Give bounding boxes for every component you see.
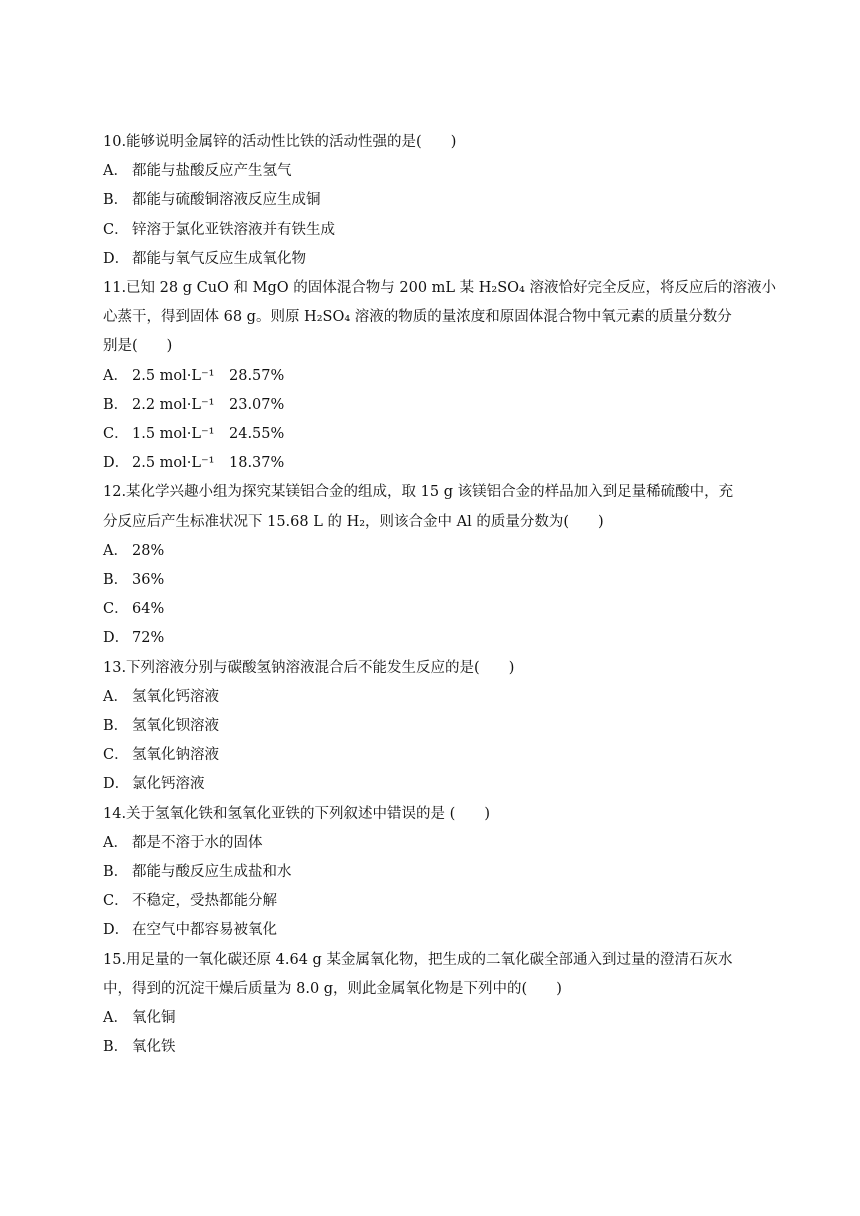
question-stem-line: 别是( ) [103, 338, 173, 355]
option-letter: D． [103, 455, 130, 472]
option-text: 都能与盐酸反应产生氢气 [132, 163, 292, 180]
question-block [103, 128, 763, 274]
option-text: 36% [132, 572, 165, 589]
answer-option [103, 1033, 763, 1062]
answer-option [103, 712, 763, 741]
answer-option [103, 391, 763, 420]
option-letter: B． [103, 1039, 129, 1056]
answer-option [103, 683, 763, 712]
option-text: 都能与酸反应生成盐和水 [132, 864, 292, 881]
option-letter: D． [103, 630, 130, 647]
option-text: 氢氧化钙溶液 [132, 688, 219, 705]
option-letter: D． [103, 922, 130, 939]
question-stem-line: 12.某化学兴趣小组为探究某镁铝合金的组成，取 15 g 该镁铝合金的样品加入到足量稀硫酸中，充 [103, 484, 734, 501]
answer-option [103, 1004, 763, 1033]
option-text: 氢氧化钠溶液 [132, 747, 219, 764]
option-text: 不稳定，受热都能分解 [132, 893, 277, 910]
option-letter: C． [103, 601, 129, 618]
answer-option [103, 829, 763, 858]
option-text: 都能与氧气反应生成氧化物 [132, 250, 306, 267]
option-letter: B． [103, 572, 129, 589]
answer-option [103, 770, 763, 799]
answer-option [103, 537, 763, 566]
question-stem-line: 14.关于氢氧化铁和氢氧化亚铁的下列叙述中错误的是 ( ) [103, 805, 490, 822]
option-letter: B． [103, 396, 129, 413]
option-text: 在空气中都容易被氧化 [132, 922, 277, 939]
answer-option [103, 566, 763, 595]
question-stem-line: 15.用足量的一氧化碳还原 4.64 g 某金属氧化物，把生成的二氧化碳全部通入到过量的澄清石灰水 [103, 951, 733, 968]
option-text: 72% [132, 630, 165, 647]
option-text: 锌溶于氯化亚铁溶液并有铁生成 [132, 221, 335, 238]
option-text: 氢氧化钡溶液 [132, 718, 219, 735]
answer-option [103, 216, 763, 245]
option-letter: A． [103, 367, 128, 384]
option-text: 都能与硫酸铜溶液反应生成铜 [132, 192, 321, 209]
question-block [103, 800, 763, 946]
answer-option [103, 157, 763, 186]
option-text: 氯化钙溶液 [132, 776, 205, 793]
option-text: 28% [132, 542, 165, 559]
option-text: 氧化铜 [132, 1010, 176, 1027]
option-letter: C． [103, 426, 129, 443]
option-letter: A． [103, 688, 128, 705]
question-block [103, 274, 776, 478]
question-stem-line: 10.能够说明金属锌的活动性比铁的活动性强的是( ) [103, 134, 457, 150]
option-letter: C． [103, 747, 129, 764]
option-text: 2.5 mol·L⁻¹ 28.57% [132, 367, 285, 384]
question-block [103, 654, 763, 800]
option-letter: B． [103, 192, 129, 209]
answer-option [103, 741, 763, 770]
answer-option [103, 420, 763, 449]
question-block [103, 946, 763, 1063]
option-letter: D． [103, 776, 130, 793]
option-letter: B． [103, 718, 129, 735]
question-stem-line: 分反应后产生标准状况下 15.68 L 的 H₂，则该合金中 Al 的质量分数为( ) [103, 513, 604, 530]
answer-option [103, 595, 763, 624]
answer-option [103, 887, 763, 916]
question-stem-line: 11.已知 28 g CuO 和 MgO 的固体混合物与 200 mL 某 H₂SO₄ 溶液恰好完全反应，将反应后的溶液小 [103, 280, 776, 297]
option-letter: B． [103, 864, 129, 881]
option-letter: A． [103, 834, 128, 851]
option-text: 1.5 mol·L⁻¹ 24.55% [132, 426, 285, 443]
option-letter: A． [103, 163, 128, 180]
option-text: 氧化铁 [132, 1039, 176, 1056]
option-text: 2.5 mol·L⁻¹ 18.37% [132, 455, 285, 472]
answer-option [103, 858, 763, 887]
question-list [103, 128, 776, 1063]
answer-option [103, 449, 763, 478]
question-stem-line: 心蒸干，得到固体 68 g。则原 H₂SO₄ 溶液的物质的量浓度和原固体混合物中氧元素的质量分数分 [103, 309, 732, 326]
question-block [103, 478, 763, 653]
option-text: 都是不溶于水的固体 [132, 834, 263, 851]
question-stem-line: 13.下列溶液分别与碳酸氢钠溶液混合后不能发生反应的是( ) [103, 659, 515, 676]
answer-option [103, 624, 763, 653]
option-text: 64% [132, 601, 165, 618]
option-letter: D． [103, 250, 130, 267]
answer-option [103, 245, 763, 274]
question-stem-line: 中，得到的沉淀干燥后质量为 8.0 g，则此金属氧化物是下列中的( ) [103, 980, 562, 997]
option-letter: C． [103, 893, 129, 910]
option-letter: A． [103, 1010, 128, 1027]
option-text: 2.2 mol·L⁻¹ 23.07% [132, 396, 285, 413]
option-letter: C． [103, 221, 129, 238]
answer-option [103, 916, 763, 945]
option-letter: A． [103, 542, 128, 559]
answer-option [103, 362, 763, 391]
answer-option [103, 186, 763, 215]
